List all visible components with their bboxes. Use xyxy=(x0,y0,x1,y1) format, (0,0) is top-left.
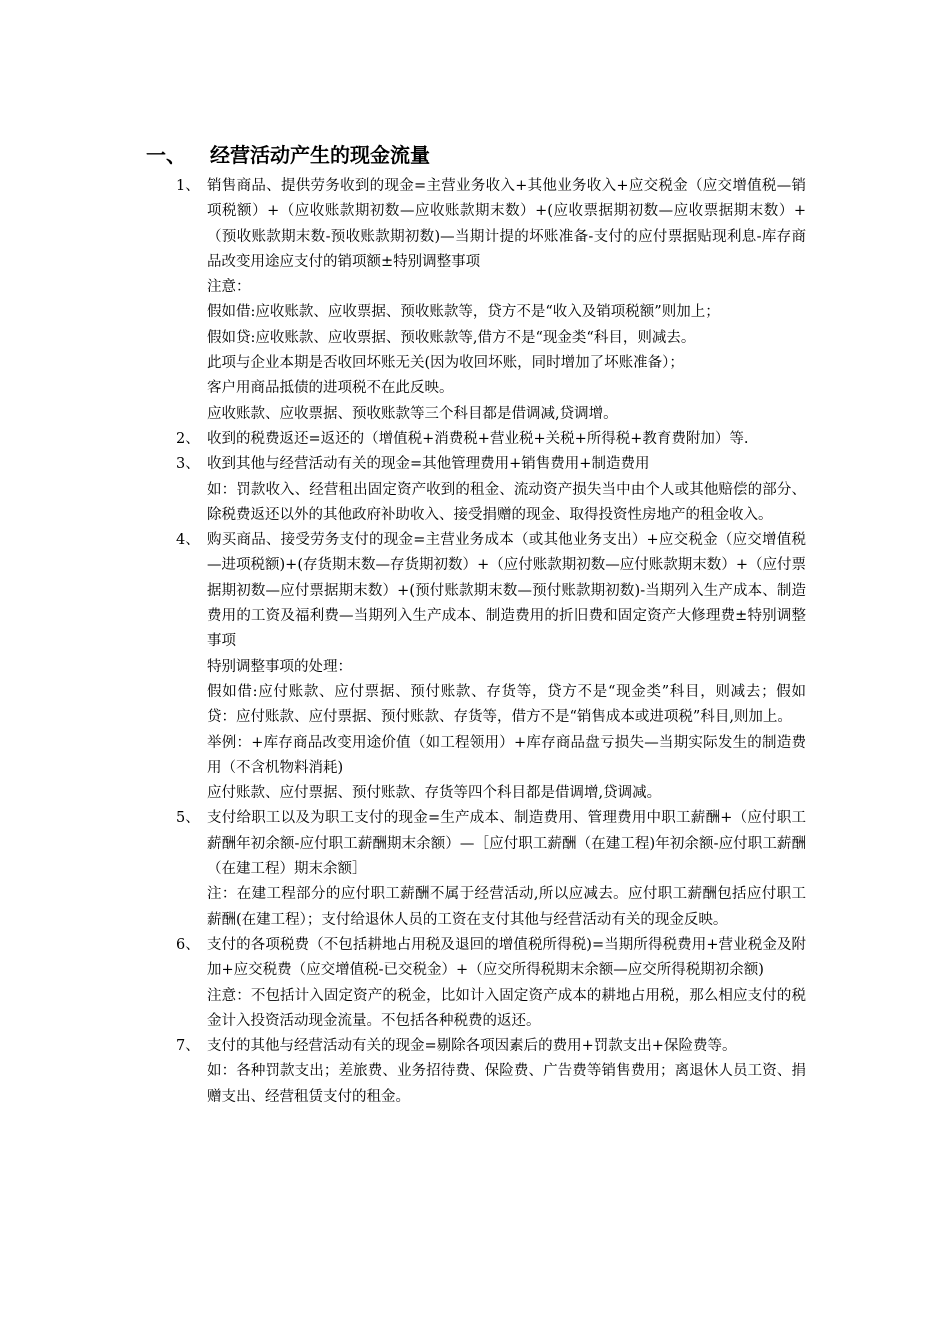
item-number: 6、 xyxy=(176,936,200,953)
item-note: 此项与企业本期是否收回坏账无关(因为收回坏账，同时增加了坏账准备）； xyxy=(207,355,684,372)
item-note: 应收账款、应收票据、预收账款等三个科目都是借调减,贷调增。 xyxy=(207,405,618,422)
item-number: 4、 xyxy=(176,532,200,549)
item-number: 3、 xyxy=(176,456,200,473)
item-number: 7、 xyxy=(176,1038,200,1055)
item-formula: 收到的税费返还=返还的（增值税+消费税+营业税+关税+所得税+教育费附加）等. xyxy=(207,430,749,447)
item-list xyxy=(176,174,806,1110)
item-formula: 支付的其他与经营活动有关的现金=剔除各项因素后的费用+罚款支出+保险费等。 xyxy=(207,1038,737,1055)
item-note: 注：在建工程部分的应付职工薪酬不属于经营活动,所以应减去。应付职工薪酬包括应付职工薪酬(在建工程）；支付给退休人员的工资在支付其他与经营活动有关的现金反映。 xyxy=(207,886,806,928)
list-item xyxy=(176,528,806,806)
list-item xyxy=(176,452,806,528)
item-note: 如：罚款收入、经营租出固定资产收到的租金、流动资产损失当中由个人或其他赔偿的部分、除税费返还以外的其他政府补助收入、接受捐赠的现金、取得投资性房地产的租金收入。 xyxy=(207,481,806,523)
item-note: 假如借:应付账款、应付票据、预付账款、存货等，贷方不是“现金类”科目，则减去；假如贷：应付账款、应付票据、预付账款、存货等，借方不是“销售成本或进项税”科目,则加上。 xyxy=(207,683,806,726)
list-item xyxy=(176,933,806,1034)
list-item xyxy=(176,174,806,427)
item-formula: 收到其他与经营活动有关的现金=其他管理费用+销售费用+制造费用 xyxy=(207,456,650,473)
item-note: 举例：+库存商品改变用途价值（如工程领用）+库存商品盘亏损失—当期实际发生的制造费用（不含机物料消耗) xyxy=(207,734,806,776)
section-heading xyxy=(146,138,430,168)
item-note: 假如借:应收账款、应收票据、预收账款等，贷方不是“收入及销项税额”则加上； xyxy=(207,304,720,321)
section-number: 一、 xyxy=(146,142,186,167)
item-formula: 销售商品、提供劳务收到的现金=主营业务收入+其他业务收入+应交税金（应交增值税—销项税额）+（应收账款期初数—应收账款期末数）+(应收票据期初数—应收票据期末数）+（预收账款期末数-预收账款期初数)—当期计提的坏账准备-支付的应付票据贴现利息-库存商品改变用途应支付的销项额±特别调整事项 xyxy=(207,178,806,270)
item-formula: 支付给职工以及为职工支付的现金=生产成本、制造费用、管理费用中职工薪酬+（应付职工薪酬年初余额-应付职工薪酬期末余额）—［应付职工薪酬（在建工程)年初余额-应付职工薪酬（在建工程）期末余额］ xyxy=(207,810,806,878)
item-note: 注意：不包括计入固定资产的税金，比如计入固定资产成本的耕地占用税，那么相应支付的税金计入投资活动现金流量。不包括各种税费的返还。 xyxy=(207,987,806,1029)
item-note: 如：各种罚款支出；差旅费、业务招待费、保险费、广告费等销售费用；离退休人员工资、捐赠支出、经营租赁支付的租金。 xyxy=(207,1063,806,1105)
item-note: 假如贷:应收账款、应收票据、预收账款等,借方不是“现金类“科目，则减去。 xyxy=(207,329,696,346)
item-note: 客户用商品抵债的进项税不在此反映。 xyxy=(207,380,454,397)
item-formula: 购买商品、接受劳务支付的现金=主营业务成本（或其他业务支出）+应交税金（应交增值税—进项税额)+(存货期末数—存货期初数）+（应付账款期初数—应付账款期末数）+（应付票据期初数—应付票据期末数）+(预付账款期末数—预付账款期初数)-当期列入生产成本、制造费用的工资及福利费—当期列入生产成本、制造费用的折旧费和固定资产大修理费±特别调整事项 xyxy=(207,532,806,650)
section-title: 经营活动产生的现金流量 xyxy=(210,142,430,167)
item-number: 5、 xyxy=(176,810,200,827)
item-number: 2、 xyxy=(176,430,200,447)
item-note: 特别调整事项的处理： xyxy=(207,658,352,675)
list-item xyxy=(176,1034,806,1110)
item-note: 注意： xyxy=(207,279,251,296)
list-item xyxy=(176,806,806,932)
item-formula: 支付的各项税费（不包括耕地占用税及退回的增值税所得税)=当期所得税费用+营业税金及附加+应交税费（应交增值税-已交税金）+（应交所得税期末余额—应交所得税期初余额) xyxy=(207,936,806,979)
item-number: 1、 xyxy=(176,178,200,194)
list-item xyxy=(176,427,806,452)
item-note: 应付账款、应付票据、预付账款、存货等四个科目都是借调增,贷调减。 xyxy=(207,785,662,802)
